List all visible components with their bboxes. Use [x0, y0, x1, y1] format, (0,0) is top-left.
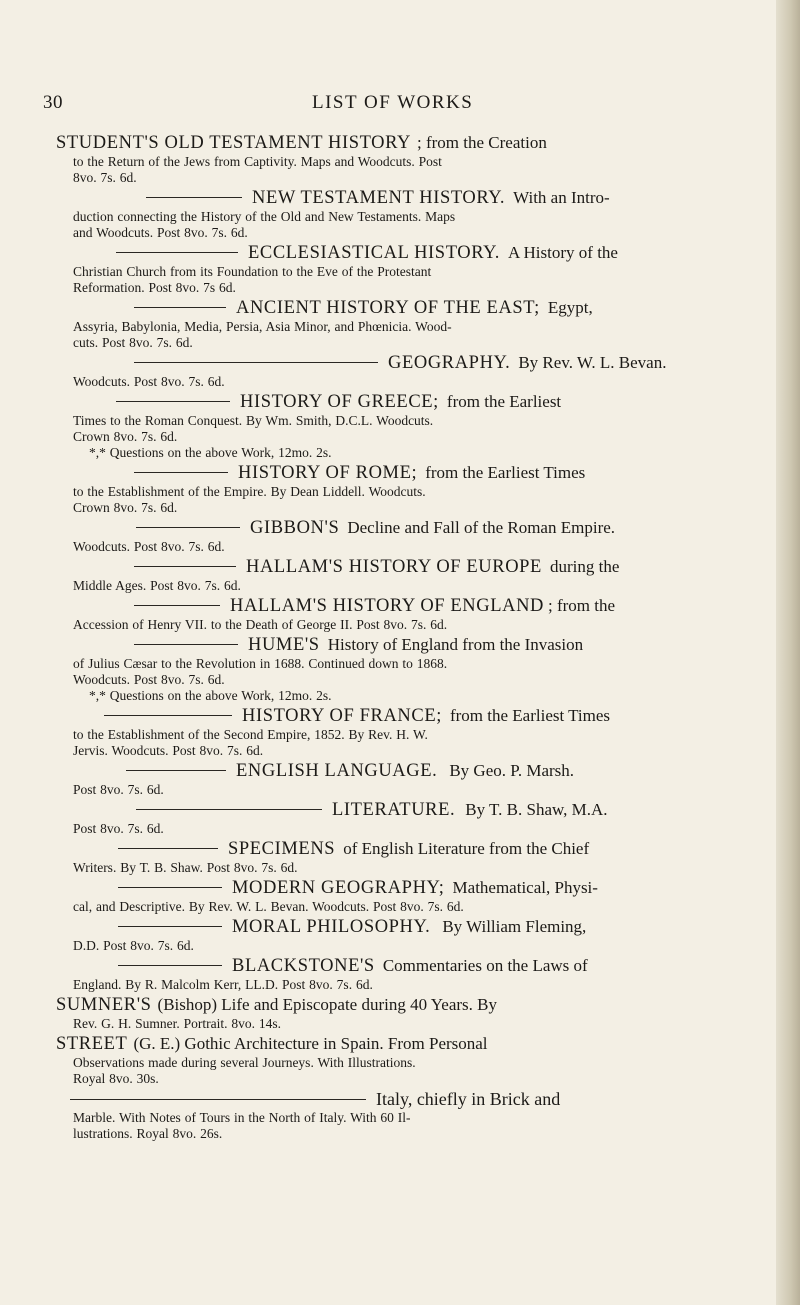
list-item — [56, 462, 716, 516]
entry-description: Writers. By T. B. Shaw. Post 8vo. 7s. 6d. — [73, 860, 298, 875]
entry-description: and Woodcuts. Post 8vo. 7s. 6d. — [73, 225, 248, 240]
entry-description: Reformation. Post 8vo. 7s 6d. — [73, 280, 236, 295]
entry-description: 8vo. 7s. 6d. — [73, 170, 137, 185]
list-item — [56, 187, 716, 241]
page-number: 30 — [43, 92, 63, 113]
entry-title-tail: from the Earliest Times — [449, 706, 611, 725]
entry-title: GIBBON'S — [250, 518, 340, 538]
works-list — [56, 132, 716, 1143]
page-header — [0, 92, 776, 116]
list-item — [56, 595, 716, 633]
ditto-rule — [118, 848, 218, 849]
entry-title-tail: By T. B. Shaw, M.A. — [465, 800, 608, 819]
entry-title-tail: By Geo. P. Marsh. — [449, 761, 575, 780]
list-item — [56, 352, 716, 390]
ditto-rule — [116, 252, 238, 253]
entry-title-tail: Italy, chiefly in Brick and — [376, 1089, 561, 1109]
entry-note: *,* Questions on the above Work, 12mo. 2s. — [89, 688, 332, 703]
entry-description: of Julius Cæsar to the Revolution in 1688. Continued down to 1868. — [73, 656, 448, 671]
entry-title: HUME'S — [248, 635, 320, 655]
entry-description: D.D. Post 8vo. 7s. 6d. — [73, 938, 194, 953]
entry-description: cal, and Descriptive. By Rev. W. L. Bevan. Woodcuts. Post 8vo. 7s. 6d. — [73, 899, 464, 914]
list-item — [56, 242, 716, 296]
ditto-rule — [104, 715, 232, 716]
entry-title: ENGLISH LANGUAGE. — [236, 761, 438, 781]
entry-description: Royal 8vo. 30s. — [73, 1071, 159, 1086]
ditto-rule — [136, 809, 322, 810]
entry-title-tail: from the Earliest — [446, 392, 562, 411]
entry-title: STUDENT'S OLD TESTAMENT HISTORY — [56, 133, 412, 153]
entry-description: Middle Ages. Post 8vo. 7s. 6d. — [73, 578, 241, 593]
entry-description: England. By R. Malcolm Kerr, LL.D. Post 8vo. 7s. 6d. — [73, 977, 373, 992]
entry-description: Crown 8vo. 7s. 6d. — [73, 500, 178, 515]
ditto-rule — [134, 362, 378, 363]
entry-title-tail: Mathematical, Physi- — [452, 878, 598, 897]
ditto-rule — [118, 887, 222, 888]
entry-description: Post 8vo. 7s. 6d. — [73, 782, 164, 797]
entry-description: Woodcuts. Post 8vo. 7s. 6d. — [73, 672, 225, 687]
entry-description: Times to the Roman Conquest. By Wm. Smith, D.C.L. Woodcuts. — [73, 413, 434, 428]
list-item — [56, 517, 716, 555]
entry-title-tail: during the — [549, 557, 620, 576]
ditto-rule — [70, 1099, 366, 1100]
entry-title-tail: A History of the — [507, 243, 618, 262]
ditto-rule — [134, 307, 226, 308]
entry-title: HISTORY OF FRANCE; — [242, 706, 442, 726]
list-item — [56, 799, 716, 837]
entry-title-tail: ; from the — [548, 596, 616, 615]
entry-title-tail: Decline and Fall of the Roman Empire. — [347, 518, 616, 537]
entry-title-tail: ; from the Creation — [417, 133, 547, 152]
entry-title: ECCLESIASTICAL HISTORY. — [248, 243, 500, 263]
entry-description: to the Establishment of the Second Empire, 1852. By Rev. H. W. — [73, 727, 428, 742]
list-item — [56, 760, 716, 798]
ditto-rule — [126, 770, 226, 771]
entry-title: HALLAM'S HISTORY OF EUROPE — [246, 557, 542, 577]
entry-title: HALLAM'S HISTORY OF ENGLAND — [230, 596, 545, 616]
entry-title: LITERATURE. — [332, 800, 456, 820]
entry-title-tail: of English Literature from the Chief — [343, 839, 590, 858]
entry-title: HISTORY OF GREECE; — [240, 392, 439, 412]
ditto-rule — [118, 965, 222, 966]
ditto-rule — [134, 566, 236, 567]
entry-description: Crown 8vo. 7s. 6d. — [73, 429, 178, 444]
list-item — [56, 132, 716, 186]
list-item — [56, 838, 716, 876]
entry-description: Rev. G. H. Sumner. Portrait. 8vo. 14s. — [73, 1016, 281, 1031]
entry-title: GEOGRAPHY. — [388, 353, 511, 373]
entry-title-tail: With an Intro- — [513, 188, 610, 207]
entry-title-tail: History of England from the Invasion — [327, 635, 584, 654]
list-item — [56, 916, 716, 954]
list-item — [56, 1088, 716, 1142]
entry-title-tail: (Bishop) Life and Episcopate during 40 Years. By — [157, 995, 498, 1014]
entry-title-tail: Egypt, — [547, 298, 593, 317]
entry-description: to the Return of the Jews from Captivity. Maps and Woodcuts. Post — [73, 154, 442, 169]
entry-description: duction connecting the History of the Old and New Testaments. Maps — [73, 209, 456, 224]
list-item — [56, 391, 716, 461]
entry-title: SPECIMENS — [228, 839, 336, 859]
entry-description: Woodcuts. Post 8vo. 7s. 6d. — [73, 374, 225, 389]
entry-title-tail: from the Earliest Times — [425, 463, 586, 482]
entry-description: to the Establishment of the Empire. By Dean Liddell. Woodcuts. — [73, 484, 426, 499]
ditto-rule — [146, 197, 242, 198]
list-item — [56, 955, 716, 993]
entry-description: Post 8vo. 7s. 6d. — [73, 821, 164, 836]
list-item — [56, 1033, 716, 1087]
entry-title: HISTORY OF ROME; — [238, 463, 418, 483]
entry-title: SUMNER'S — [56, 995, 152, 1015]
entry-note: *,* Questions on the above Work, 12mo. 2s. — [89, 445, 332, 460]
page-edge — [776, 0, 800, 1305]
entry-title: ANCIENT HISTORY OF THE EAST; — [236, 298, 540, 318]
entry-description: Observations made during several Journeys. With Illustrations. — [73, 1055, 416, 1070]
list-item — [56, 297, 716, 351]
list-item — [56, 994, 716, 1032]
entry-description: Accession of Henry VII. to the Death of George II. Post 8vo. 7s. 6d. — [73, 617, 448, 632]
list-item — [56, 634, 716, 704]
ditto-rule — [134, 605, 220, 606]
entry-description: Christian Church from its Foundation to the Eve of the Protestant — [73, 264, 432, 279]
ditto-rule — [136, 527, 240, 528]
entry-title-tail: By William Fleming, — [442, 917, 587, 936]
ditto-rule — [116, 401, 230, 402]
entry-description: cuts. Post 8vo. 7s. 6d. — [73, 335, 193, 350]
entry-title: STREET — [56, 1034, 128, 1054]
ditto-rule — [134, 472, 228, 473]
entry-title: MORAL PHILOSOPHY. — [232, 917, 431, 937]
list-item — [56, 705, 716, 759]
entry-title-tail: Commentaries on the Laws of — [382, 956, 588, 975]
entry-title: BLACKSTONE'S — [232, 956, 375, 976]
running-title: LIST OF WORKS — [312, 92, 474, 113]
entry-title-tail: By Rev. W. L. Bevan. — [518, 353, 667, 372]
entry-title-tail: (G. E.) Gothic Architecture in Spain. From Personal — [133, 1034, 488, 1053]
entry-description: Assyria, Babylonia, Media, Persia, Asia Minor, and Phœnicia. Wood- — [73, 319, 452, 334]
entry-description: Jervis. Woodcuts. Post 8vo. 7s. 6d. — [73, 743, 264, 758]
entry-title: MODERN GEOGRAPHY; — [232, 878, 445, 898]
ditto-rule — [134, 644, 238, 645]
list-item — [56, 556, 716, 594]
entry-description: Woodcuts. Post 8vo. 7s. 6d. — [73, 539, 225, 554]
entry-description: lustrations. Royal 8vo. 26s. — [73, 1126, 223, 1141]
entry-title: NEW TESTAMENT HISTORY. — [252, 188, 506, 208]
ditto-rule — [118, 926, 222, 927]
entry-description: Marble. With Notes of Tours in the North of Italy. With 60 Il- — [73, 1110, 411, 1125]
list-item — [56, 877, 716, 915]
